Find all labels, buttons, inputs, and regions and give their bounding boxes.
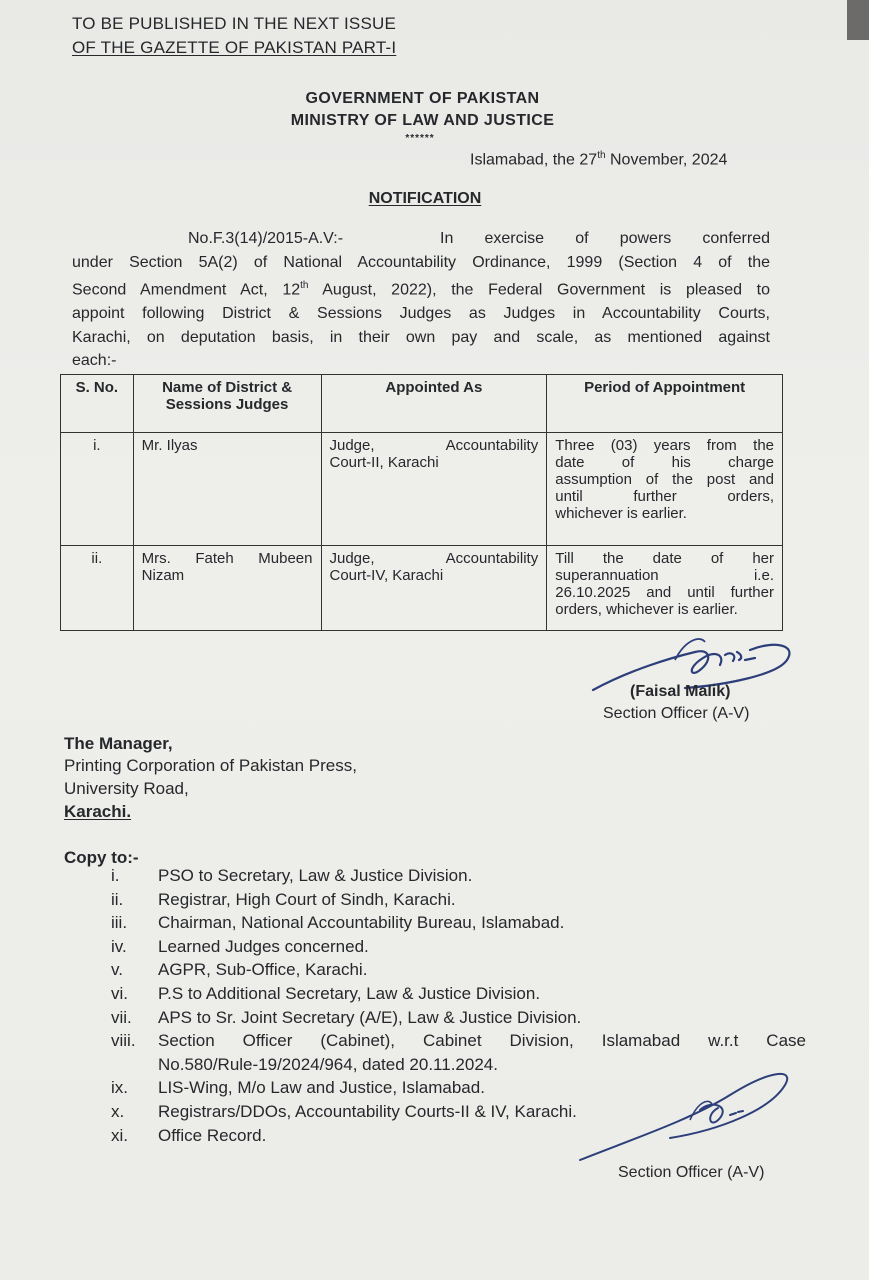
word: conferred <box>702 230 770 247</box>
table-row <box>61 433 783 546</box>
signature-lower-mark <box>570 1060 810 1170</box>
period-line: whichever is earlier. <box>555 505 687 522</box>
cell-name <box>133 546 321 631</box>
body-line-4: appoint following District & Sessions Judges as Judges in Accountability Courts, <box>72 305 770 323</box>
signatory-name: (Faisal Malik) <box>630 683 731 700</box>
bottom-signatory-title: Section Officer (A-V) <box>618 1164 765 1181</box>
word: powers <box>619 230 672 247</box>
list-text: Registrar, High Court of Sindh, Karachi. <box>158 889 456 909</box>
body-line-1 <box>72 227 770 251</box>
cell-appointed-line-2: Court-II, Karachi <box>329 454 439 471</box>
header-name-line-2: Sessions Judges <box>165 396 289 413</box>
body-line-6: each:- <box>72 352 117 370</box>
period-line: until further orders, <box>555 488 774 505</box>
address-city: Karachi. <box>64 802 132 821</box>
list-number: v. <box>111 960 123 980</box>
list-number: ix. <box>111 1078 128 1098</box>
period-line: assumption of the post and <box>555 471 774 488</box>
address-line-2: University Road, <box>64 779 189 798</box>
list-number: iv. <box>111 936 127 956</box>
list-text: Registrars/DDOs, Accountability Courts-II & IV, Karachi. <box>158 1101 577 1121</box>
list-text: Section Officer (Cabinet), Cabinet Division, Islamabad w.r.t Case <box>158 1031 806 1051</box>
body-line-3-pre: Second Amendment Act, 12 <box>72 281 301 299</box>
ministry-heading: MINISTRY OF LAW AND JUSTICE <box>290 112 555 129</box>
list-text: LIS-Wing, M/o Law and Justice, Islamabad. <box>158 1078 485 1098</box>
list-text: APS to Sr. Joint Secretary (A/E), Law & Justice Division. <box>158 1007 582 1027</box>
period-line: date of his charge <box>555 454 774 471</box>
list-text: No.580/Rule-19/2024/964, dated 20.11.2024. <box>158 1054 498 1074</box>
table-row <box>61 546 783 631</box>
period-line: superannuation i.e. <box>555 567 774 584</box>
header-stars: ****** <box>405 133 435 144</box>
notification-body <box>72 227 770 373</box>
cell-period <box>547 433 783 546</box>
period-line: orders, whichever is earlier. <box>555 601 738 618</box>
list-number: iii. <box>111 913 128 933</box>
word: of <box>575 230 589 247</box>
cell-name-line-1: Mrs. Fateh Mubeen <box>141 550 313 567</box>
cell-sno: i. <box>61 433 134 546</box>
cell-appointed-line-2: Court-IV, Karachi <box>329 567 444 584</box>
body-line-3 <box>72 274 770 302</box>
copy-to-label: Copy to:- <box>64 848 139 867</box>
cell-appointed-line-1: Judge, Accountability <box>329 550 539 567</box>
body-line-3-sup: th <box>300 280 309 292</box>
list-text: PSO to Secretary, Law & Justice Division. <box>158 866 473 885</box>
header-sno: S. No. <box>61 375 134 433</box>
reference-number: No.F.3(14)/2015-A.V:- <box>188 230 344 247</box>
cell-name-line-2: Nizam <box>141 567 185 584</box>
table-header-row <box>61 375 783 433</box>
signatory-title: Section Officer (A-V) <box>603 705 750 722</box>
cell-period <box>547 546 783 631</box>
addressee: The Manager, <box>64 734 173 753</box>
list-text: P.S to Additional Secretary, Law & Justice Division. <box>158 983 541 1003</box>
header-name-line-1: Name of District & <box>162 379 293 396</box>
header-period: Period of Appointment <box>547 375 783 433</box>
word: In <box>440 230 454 247</box>
list-number: xi. <box>111 1125 128 1145</box>
period-line: 26.10.2025 and until further <box>555 584 774 601</box>
cell-name <box>133 433 321 546</box>
appointment-table <box>60 374 783 631</box>
cell-sno: ii. <box>61 546 134 631</box>
period-line: Three (03) years from the <box>555 437 774 454</box>
list-text: Office Record. <box>158 1125 267 1145</box>
address-line-1: Printing Corporation of Pakistan Press, <box>64 756 357 775</box>
list-number: i. <box>111 866 120 885</box>
list-text: Learned Judges concerned. <box>158 936 369 956</box>
gazette-line-2: OF THE GAZETTE OF PAKISTAN PART-I <box>72 38 397 57</box>
list-text: Chairman, National Accountability Bureau, Islamabad. <box>158 913 565 933</box>
list-number: viii. <box>111 1031 136 1051</box>
cell-appointed-line-1: Judge, Accountability <box>329 437 539 454</box>
dateline <box>470 150 727 169</box>
word: exercise <box>484 230 545 247</box>
list-number: vii. <box>111 1007 132 1027</box>
government-heading: GOVERNMENT OF PAKISTAN <box>305 90 540 107</box>
dateline-prefix: Islamabad, the 27 <box>470 151 598 169</box>
body-line-3-post: August, 2022), the Federal Government is pleased to <box>308 281 770 299</box>
gazette-line-1: TO BE PUBLISHED IN THE NEXT ISSUE <box>72 14 397 33</box>
background-edge <box>847 0 869 40</box>
cell-appointed <box>321 546 547 631</box>
body-line-2: under Section 5A(2) of National Accountability Ordinance, 1999 (Section 4 of the <box>72 253 770 271</box>
header-name <box>133 375 321 433</box>
header-appointed: Appointed As <box>321 375 547 433</box>
dateline-suffix: November, 2024 <box>605 151 728 169</box>
list-number: vi. <box>111 983 128 1003</box>
list-number: ii. <box>111 889 124 909</box>
body-line-1-words <box>440 227 770 251</box>
notification-title: NOTIFICATION <box>368 190 482 207</box>
dateline-sup: th <box>597 150 606 161</box>
cell-name-line-1: Mr. Ilyas <box>141 437 198 454</box>
list-number: x. <box>111 1101 125 1121</box>
cell-appointed <box>321 433 547 546</box>
list-text: AGPR, Sub-Office, Karachi. <box>158 960 368 980</box>
period-line: Till the date of her <box>555 550 774 567</box>
body-line-5: Karachi, on deputation basis, in their own pay and scale, as mentioned against <box>72 328 770 346</box>
